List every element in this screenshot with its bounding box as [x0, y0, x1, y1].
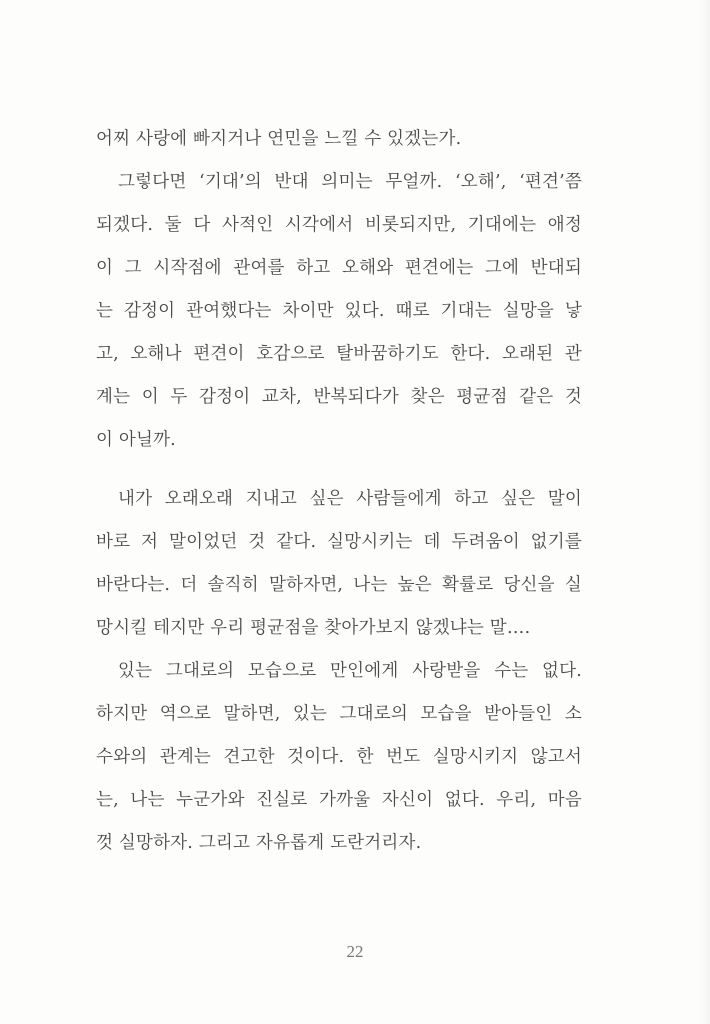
text-line: 고, 오해나 편견이 호감으로 탈바꿈하기도 한다. 오래된 관 [96, 344, 582, 364]
text-line: 되겠다. 둘 다 사적인 시각에서 비롯되지만, 기대에는 애정 [96, 215, 582, 235]
text-line: 이 아닐까. [96, 430, 176, 450]
text-line: 있는 그대로의 모습으로 만인에게 사랑받을 수는 없다. [118, 661, 582, 681]
body-text [96, 118, 582, 865]
text-line: 망시킬 테지만 우리 평균점을 찾아가보지 않겠냐는 말…. [96, 618, 531, 638]
section-break [96, 462, 582, 478]
text-line: 바란다는. 더 솔직히 말하자면, 나는 높은 확률로 당신을 실 [96, 575, 582, 595]
text-line: 어찌 사랑에 빠지거나 연민을 느낄 수 있겠는가. [96, 129, 462, 149]
text-line: 계는 이 두 감정이 교차, 반복되다가 찾은 평균점 같은 것 [96, 387, 582, 407]
text-line: 는, 나는 누군가와 진실로 가까울 자신이 없다. 우리, 마음 [96, 790, 582, 810]
text-line: 껏 실망하자. 그리고 자유롭게 도란거리자. [96, 833, 422, 853]
text-line: 그렇다면 ‘기대’의 반대 의미는 무얼까. ‘오해’, ‘편견’쯤 [118, 172, 582, 192]
text-line: 바로 저 말이었던 것 같다. 실망시키는 데 두려움이 없기를 [96, 532, 582, 552]
text-line: 는 감정이 관여했다는 차이만 있다. 때로 기대는 실망을 낳 [96, 301, 582, 321]
text-line: 이 그 시작점에 관여를 하고 오해와 편견에는 그에 반대되 [96, 258, 582, 278]
page-edge-shadow [698, 0, 710, 1024]
page-number: 22 [346, 942, 364, 961]
text-line: 내가 오래오래 지내고 싶은 사람들에게 하고 싶은 말이 [118, 489, 582, 509]
text-line: 하지만 역으로 말하면, 있는 그대로의 모습을 받아들인 소 [96, 704, 582, 724]
text-line: 수와의 관계는 견고한 것이다. 한 번도 실망시키지 않고서 [96, 747, 582, 767]
